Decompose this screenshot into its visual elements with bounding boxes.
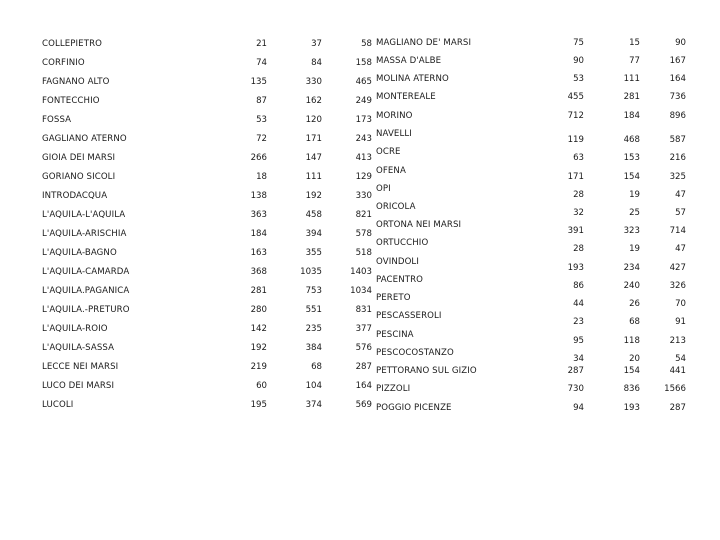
table-row: [376, 108, 706, 124]
value-cell-2: 15: [629, 38, 640, 48]
table-row: [376, 308, 706, 327]
value-cell-1: 74: [256, 58, 267, 68]
value-cell-3: 587: [669, 135, 686, 145]
value-cell-2: 551: [305, 305, 322, 315]
municipality-name: PACENTRO: [376, 275, 424, 285]
value-cell-1: 23: [573, 317, 584, 327]
table-row: [42, 264, 372, 280]
table-row: [376, 272, 706, 291]
municipality-name: LUCO DEI MARSI: [42, 381, 115, 391]
value-cell-1: 53: [256, 115, 267, 125]
municipality-name: L'AQUILA.PAGANICA: [42, 286, 130, 296]
table-row: [376, 163, 706, 182]
value-cell-3: 70: [675, 299, 686, 309]
value-cell-3: 91: [675, 317, 686, 327]
table-row: [376, 363, 706, 379]
municipality-name: L'AQUILA-SASSA: [42, 343, 115, 353]
value-cell-1: 28: [573, 190, 584, 200]
value-cell-2: 836: [623, 384, 640, 394]
table-row: [376, 71, 706, 87]
municipality-name: PERETO: [376, 293, 411, 303]
table-row: [42, 131, 372, 147]
value-cell-1: 95: [573, 336, 584, 346]
value-cell-1: 18: [256, 172, 267, 182]
value-cell-1: 368: [250, 267, 267, 277]
municipality-name: OCRE: [376, 147, 401, 157]
value-cell-3: 326: [669, 281, 686, 291]
value-cell-1: 184: [250, 229, 267, 239]
value-cell-3: 377: [355, 324, 372, 334]
value-cell-2: 171: [305, 134, 322, 144]
table-row: [376, 199, 706, 218]
value-cell-2: 192: [305, 191, 322, 201]
value-cell-2: 234: [623, 263, 640, 273]
value-cell-3: 129: [355, 172, 372, 182]
municipality-name: PESCASSEROLI: [376, 311, 442, 321]
value-cell-3: 569: [355, 400, 372, 410]
table-row: [376, 327, 706, 346]
value-cell-2: 77: [629, 56, 640, 66]
value-cell-2: 458: [305, 210, 322, 220]
value-cell-1: 142: [250, 324, 267, 334]
table-row: [42, 397, 372, 413]
value-cell-2: 111: [305, 172, 322, 182]
table-row: [42, 188, 372, 204]
municipality-name: L'AQUILA-BAGNO: [42, 248, 117, 258]
value-cell-3: 58: [361, 39, 372, 49]
value-cell-3: 576: [355, 343, 372, 353]
value-cell-3: 441: [669, 366, 686, 376]
value-cell-1: 287: [567, 366, 584, 376]
municipality-name: MOLINA ATERNO: [376, 74, 449, 84]
value-cell-1: 72: [256, 134, 267, 144]
value-cell-1: 21: [256, 39, 267, 49]
value-cell-3: 821: [355, 210, 372, 220]
municipality-name: L'AQUILA-ROIO: [42, 324, 108, 334]
municipality-name: CORFINIO: [42, 58, 85, 68]
value-cell-3: 90: [675, 38, 686, 48]
value-cell-1: 94: [573, 403, 584, 413]
value-cell-1: 455: [567, 92, 584, 102]
municipality-name: FOSSA: [42, 115, 72, 125]
municipality-name: MAGLIANO DE' MARSI: [376, 38, 472, 48]
municipality-name: PESCOCOSTANZO: [376, 348, 454, 358]
table-row: [376, 89, 706, 105]
value-cell-1: 171: [567, 172, 584, 182]
value-cell-2: 154: [623, 366, 640, 376]
municipality-name: PETTORANO SUL GIZIO: [376, 366, 477, 376]
municipality-name: INTRODACQUA: [42, 191, 108, 201]
value-cell-3: 243: [355, 134, 372, 144]
value-cell-2: 240: [623, 281, 640, 291]
table-row: [42, 150, 372, 166]
table-row: [42, 283, 372, 299]
municipality-name: POGGIO PICENZE: [376, 403, 452, 413]
table-row: [376, 144, 706, 163]
municipality-name: GORIANO SICOLI: [42, 172, 116, 182]
municipality-name: ORTONA NEI MARSI: [376, 220, 462, 230]
value-cell-3: 164: [355, 381, 372, 391]
municipality-name: OFENA: [376, 166, 406, 176]
value-cell-2: 235: [305, 324, 322, 334]
value-cell-3: 47: [675, 244, 686, 254]
value-cell-1: 280: [250, 305, 267, 315]
municipality-name: GAGLIANO ATERNO: [42, 134, 127, 144]
value-cell-3: 1566: [664, 384, 686, 394]
municipality-name: OVINDOLI: [376, 257, 419, 267]
table-row: [376, 400, 706, 416]
municipality-name: FONTECCHIO: [42, 96, 100, 106]
municipality-name: MASSA D'ALBE: [376, 56, 442, 66]
value-cell-2: 68: [311, 362, 322, 372]
value-cell-1: 192: [250, 343, 267, 353]
value-cell-2: 330: [305, 77, 322, 87]
municipality-name: FAGNANO ALTO: [42, 77, 110, 87]
value-cell-1: 87: [256, 96, 267, 106]
value-cell-2: 37: [311, 39, 322, 49]
table-row: [42, 378, 372, 394]
table-row: [376, 181, 706, 200]
value-cell-3: 831: [355, 305, 372, 315]
value-cell-1: 391: [567, 226, 584, 236]
municipality-name: OPI: [376, 184, 391, 194]
value-cell-3: 57: [675, 208, 686, 218]
municipality-name: NAVELLI: [376, 129, 412, 139]
value-cell-1: 138: [250, 191, 267, 201]
value-cell-1: 193: [567, 263, 584, 273]
value-cell-1: 712: [567, 111, 584, 121]
value-cell-3: 1403: [350, 267, 372, 277]
value-cell-2: 20: [629, 354, 640, 364]
value-cell-3: 287: [355, 362, 372, 372]
table-row: [42, 55, 372, 71]
municipality-name: GIOIA DEI MARSI: [42, 153, 116, 163]
value-cell-3: 896: [669, 111, 686, 121]
table-row: [42, 359, 372, 375]
municipality-name: PIZZOLI: [376, 384, 411, 394]
value-cell-2: 120: [305, 115, 322, 125]
value-cell-2: 384: [305, 343, 322, 353]
table-row: [376, 290, 706, 309]
table-row: [376, 35, 706, 51]
table-row: [376, 235, 706, 254]
municipality-name: ORTUCCHIO: [376, 238, 429, 248]
value-cell-2: 193: [623, 403, 640, 413]
municipality-name: LUCOLI: [42, 400, 74, 410]
value-cell-3: 158: [355, 58, 372, 68]
value-cell-3: 167: [669, 56, 686, 66]
value-cell-2: 323: [623, 226, 640, 236]
table-row: [42, 207, 372, 223]
value-cell-3: 736: [669, 92, 686, 102]
value-cell-1: 219: [250, 362, 267, 372]
municipality-name: L'AQUILA-CAMARDA: [42, 267, 130, 277]
municipality-name: MONTEREALE: [376, 92, 436, 102]
value-cell-2: 104: [305, 381, 322, 391]
municipality-name: ORICOLA: [376, 202, 416, 212]
municipality-name: COLLEPIETRO: [42, 39, 103, 49]
value-cell-2: 19: [629, 190, 640, 200]
value-cell-1: 28: [573, 244, 584, 254]
value-cell-2: 84: [311, 58, 322, 68]
table-row: [376, 53, 706, 69]
value-cell-1: 163: [250, 248, 267, 258]
value-cell-2: 1035: [300, 267, 322, 277]
value-cell-1: 60: [256, 381, 267, 391]
value-cell-1: 281: [250, 286, 267, 296]
municipality-name: PESCINA: [376, 330, 414, 340]
value-cell-1: 730: [567, 384, 584, 394]
table-row: [42, 340, 372, 356]
value-cell-1: 63: [573, 153, 584, 163]
value-cell-2: 753: [305, 286, 322, 296]
value-cell-1: 32: [573, 208, 584, 218]
value-cell-2: 281: [623, 92, 640, 102]
value-cell-2: 68: [629, 317, 640, 327]
value-cell-3: 249: [355, 96, 372, 106]
table-row: [42, 226, 372, 242]
value-cell-3: 287: [669, 403, 686, 413]
value-cell-1: 90: [573, 56, 584, 66]
value-cell-1: 53: [573, 74, 584, 84]
value-cell-1: 266: [250, 153, 267, 163]
value-cell-3: 325: [669, 172, 686, 182]
value-cell-1: 195: [250, 400, 267, 410]
table-row: [42, 74, 372, 90]
table-row: [42, 302, 372, 318]
value-cell-3: 413: [355, 153, 372, 163]
value-cell-1: 75: [573, 38, 584, 48]
value-cell-2: 147: [305, 153, 322, 163]
table-row: [376, 217, 706, 236]
value-cell-1: 86: [573, 281, 584, 291]
table-row: [42, 321, 372, 337]
value-cell-3: 518: [355, 248, 372, 258]
value-cell-2: 162: [305, 96, 322, 106]
value-cell-3: 173: [355, 115, 372, 125]
table-row: [42, 36, 372, 52]
value-cell-3: 54: [675, 354, 686, 364]
municipality-name: L'AQUILA-ARISCHIA: [42, 229, 127, 239]
table-row: [42, 169, 372, 185]
value-cell-3: 465: [355, 77, 372, 87]
municipality-name: L'AQUILA-L'AQUILA: [42, 210, 126, 220]
value-cell-2: 25: [629, 208, 640, 218]
value-cell-2: 118: [623, 336, 640, 346]
table-row: [42, 245, 372, 261]
table-row: [376, 381, 706, 397]
value-cell-2: 355: [305, 248, 322, 258]
value-cell-3: 330: [355, 191, 372, 201]
value-cell-2: 374: [305, 400, 322, 410]
municipality-name: LECCE NEI MARSI: [42, 362, 119, 372]
value-cell-2: 19: [629, 244, 640, 254]
value-cell-2: 184: [623, 111, 640, 121]
value-cell-2: 111: [623, 74, 640, 84]
value-cell-3: 47: [675, 190, 686, 200]
table-row: [42, 93, 372, 109]
value-cell-1: 363: [250, 210, 267, 220]
value-cell-2: 154: [623, 172, 640, 182]
value-cell-3: 714: [669, 226, 686, 236]
value-cell-3: 164: [669, 74, 686, 84]
value-cell-3: 1034: [350, 286, 372, 296]
value-cell-3: 427: [669, 263, 686, 273]
value-cell-2: 468: [623, 135, 640, 145]
value-cell-2: 394: [305, 229, 322, 239]
value-cell-1: 44: [573, 299, 584, 309]
table-row: [376, 126, 706, 145]
table-row: [376, 254, 706, 273]
value-cell-1: 135: [250, 77, 267, 87]
table-row: [42, 112, 372, 128]
value-cell-2: 153: [623, 153, 640, 163]
value-cell-1: 119: [567, 135, 584, 145]
value-cell-1: 34: [573, 354, 584, 364]
municipality-name: MORINO: [376, 111, 413, 121]
value-cell-3: 216: [669, 153, 686, 163]
value-cell-2: 26: [629, 299, 640, 309]
value-cell-3: 578: [355, 229, 372, 239]
table-row: [376, 345, 706, 364]
value-cell-3: 213: [669, 336, 686, 346]
municipality-name: L'AQUILA.-PRETURO: [42, 305, 130, 315]
